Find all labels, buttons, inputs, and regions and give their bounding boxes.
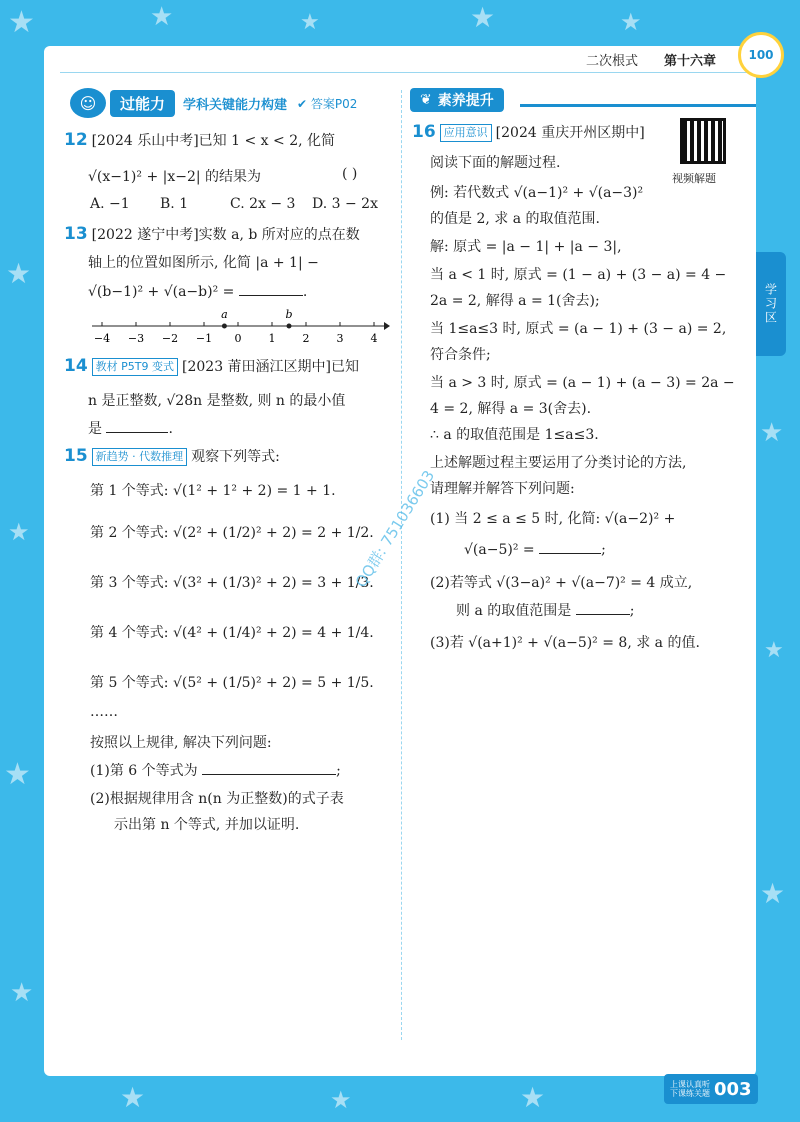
star-icon: ★	[470, 1, 496, 34]
q15-eq2: 第 2 个等式: √(2² + (1/2)² + 2) = 2 + 1/2.	[90, 525, 374, 541]
number-line-tick-label: 4	[370, 332, 378, 345]
q16-part2b: 则 a 的取值范围是 ;	[456, 603, 635, 619]
q15-dots: ……	[90, 704, 118, 720]
q15-instruction: 按照以上规律, 解决下列问题:	[90, 735, 272, 751]
q12-option-a[interactable]: A. −1	[90, 196, 130, 212]
point-a-label: a	[221, 308, 228, 321]
q15-part2b: 示出第 n 个等式, 并加以证明.	[114, 817, 300, 833]
q16-solution6: 当 a > 3 时, 原式 = (a − 1) + (a − 3) = 2a −	[430, 375, 735, 391]
number-line-tick-label: −2	[161, 332, 179, 345]
star-icon: ★	[620, 8, 642, 36]
answer-ref: ✔ 答案P02	[297, 96, 358, 111]
right-banner-title: 素养提升	[437, 93, 494, 109]
q16-part1a: (1) 当 2 ≤ a ≤ 5 时, 化简: √(a−2)² +	[430, 511, 676, 527]
mascot-icon: ☺	[70, 88, 106, 118]
q16-solution3: 2a = 2, 解得 a = 1(舍去);	[430, 293, 600, 309]
header-chapter: 第十六章	[664, 54, 717, 69]
q16-part1-blank[interactable]	[539, 540, 601, 554]
q16-line2: 阅读下面的解题过程.	[430, 155, 561, 171]
q16-note1: 上述解题过程主要运用了分类讨论的方法,	[430, 455, 687, 471]
q12-answer-paren[interactable]: ( )	[342, 166, 358, 182]
q16-solution2: 当 a < 1 时, 原式 = (1 − a) + (3 − a) = 4 −	[430, 267, 727, 283]
answer-ref-text: 答案P02	[310, 96, 358, 111]
q15-part2a: (2)根据规律用含 n(n 为正整数)的式子表	[90, 791, 344, 807]
point-a	[222, 324, 227, 329]
number-line-tick-label: −4	[93, 332, 111, 345]
q16-tag: 应用意识	[440, 124, 492, 142]
header-section: 二次根式	[586, 54, 639, 69]
right-banner-line	[520, 104, 756, 107]
right-section-banner	[410, 88, 504, 112]
number-line-tick-label: 3	[336, 332, 344, 345]
number-line-tick-label: 1	[268, 332, 276, 345]
q13-line1: 13 [2022 遂宁中考]实数 a, b 所对应的点在数	[64, 224, 360, 244]
watermark: QQ群: 751036603	[351, 467, 439, 591]
q12-number: 12	[64, 130, 88, 150]
header-divider	[60, 72, 750, 73]
q14-line1: 14 教材 P5T9 变式 [2023 莆田涵江区期中]已知	[64, 356, 360, 376]
q15-eq4: 第 4 个等式: √(4² + (1/4)² + 2) = 4 + 1/4.	[90, 625, 374, 641]
number-line-tick-label: −3	[127, 332, 145, 345]
q16-part3: (3)若 √(a+1)² + √(a−5)² = 8, 求 a 的值.	[430, 635, 700, 651]
star-icon: ★	[120, 1081, 146, 1114]
q12-option-b[interactable]: B. 1	[160, 196, 189, 212]
q15-eq3: 第 3 个等式: √(3² + (1/3)² + 2) = 3 + 1/3.	[90, 575, 374, 591]
star-icon: ★	[760, 418, 784, 448]
page-number: 003	[714, 1078, 752, 1100]
q16-number: 16	[412, 122, 436, 142]
q16-part2a: (2)若等式 √(3−a)² + √(a−7)² = 4 成立,	[430, 575, 693, 591]
q13-number-line	[90, 308, 390, 352]
star-icon: ★	[330, 1086, 352, 1114]
q14-line2: n 是正整数, √28n 是整数, 则 n 的最小值	[88, 393, 346, 409]
footer-page-badge	[664, 1074, 758, 1104]
q16-part2-blank[interactable]	[576, 601, 630, 615]
left-banner-title: 过能力	[110, 90, 175, 117]
q15-eq5: 第 5 个等式: √(5² + (1/5)² + 2) = 5 + 1/5.	[90, 675, 374, 691]
q13-number: 13	[64, 224, 88, 244]
q12-line1: 12 [2024 乐山中考]已知 1 < x < 2, 化简	[64, 130, 335, 150]
q13-line2: 轴上的位置如图所示, 化简 |a + 1| −	[88, 255, 319, 271]
q16-solution1: 解: 原式 = |a − 1| + |a − 3|,	[430, 239, 622, 255]
q14-tag: 教材 P5T9 变式	[92, 358, 178, 376]
q16-example2: 的值是 2, 求 a 的取值范围.	[430, 211, 600, 227]
q16-example1: 例: 若代数式 √(a−1)² + √(a−3)²	[430, 185, 644, 201]
star-icon: ★	[520, 1081, 546, 1114]
q15-line1: 15 新趋势 · 代数推理 观察下列等式:	[64, 446, 280, 466]
q15-tag: 新趋势 · 代数推理	[92, 448, 188, 466]
footer-slogan: 上课认真听 下课练关题	[670, 1080, 710, 1098]
q14-line3: 是 .	[88, 421, 173, 437]
column-divider	[401, 90, 402, 1040]
q13-line3: √(b−1)² + √(a−b)² = .	[88, 284, 308, 300]
q15-number: 15	[64, 446, 88, 466]
q12-option-d[interactable]: D. 3 − 2x	[312, 196, 378, 212]
left-section-banner	[70, 88, 357, 118]
star-icon: ★	[764, 638, 784, 663]
q15-eq1: 第 1 个等式: √(1² + 1² + 2) = 1 + 1.	[90, 483, 336, 499]
number-line-tick-label: 0	[234, 332, 242, 345]
side-tab[interactable]: 学习区	[756, 252, 786, 356]
q15-part1-blank[interactable]	[202, 761, 336, 775]
star-icon: ★	[8, 5, 35, 40]
star-icon: ★	[150, 2, 174, 32]
q16-note2: 请理解并解答下列问题:	[430, 481, 575, 497]
q14-answer-blank[interactable]	[106, 419, 168, 433]
q16-solution7: 4 = 2, 解得 a = 3(舍去).	[430, 401, 592, 417]
star-icon: ★	[6, 257, 32, 290]
number-line-tick-label: −1	[195, 332, 213, 345]
mascot-badge-icon: 100	[738, 32, 784, 78]
q16-solution8: ∴ a 的取值范围是 1≤a≤3.	[430, 427, 599, 443]
q13-answer-blank[interactable]	[239, 282, 303, 296]
q16-part1b: √(a−5)² = ;	[464, 542, 606, 558]
star-icon: ★	[10, 978, 34, 1008]
qr-label: 视频解题	[672, 172, 716, 185]
left-banner-subtitle: 学科关键能力构建	[183, 97, 288, 113]
q16-line1: 16 应用意识 [2024 重庆开州区期中]	[412, 122, 645, 142]
q12-option-c[interactable]: C. 2x − 3	[230, 196, 296, 212]
star-icon: ★	[300, 10, 320, 35]
star-icon: ★	[8, 518, 30, 546]
q16-solution5: 符合条件;	[430, 347, 491, 363]
qr-code-icon[interactable]	[680, 118, 726, 164]
star-icon: ★	[4, 757, 31, 792]
page-sheet	[44, 46, 756, 1076]
q16-solution4: 当 1≤a≤3 时, 原式 = (a − 1) + (3 − a) = 2,	[430, 321, 727, 337]
point-b-label: b	[285, 308, 293, 321]
number-line-tick-label: 2	[302, 332, 310, 345]
star-icon: ★	[760, 877, 786, 910]
q12-line2: √(x−1)² + |x−2| 的结果为 ( )	[88, 166, 358, 185]
leaf-icon: ❦	[420, 92, 432, 108]
q15-part1: (1)第 6 个等式为 ;	[90, 763, 341, 779]
point-b	[287, 324, 292, 329]
q14-number: 14	[64, 356, 88, 376]
